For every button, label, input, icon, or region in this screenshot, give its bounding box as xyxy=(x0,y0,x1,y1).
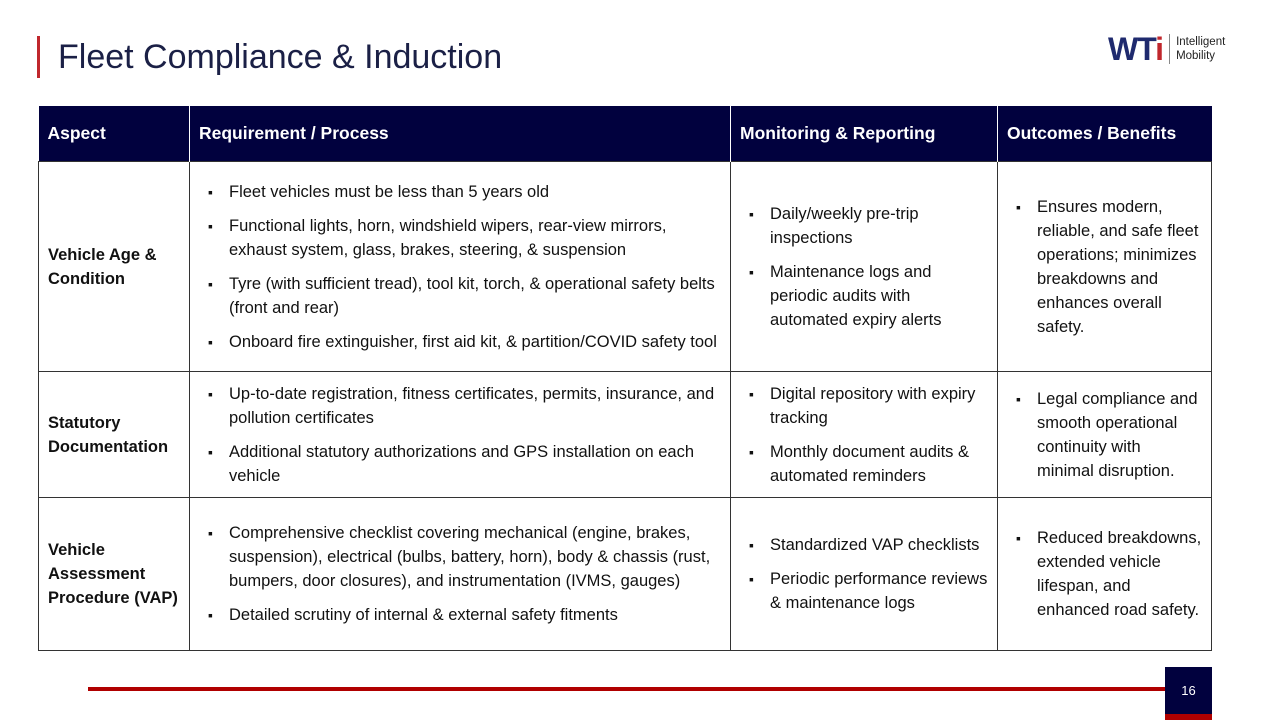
aspect-cell: Vehicle Assessment Procedure (VAP) xyxy=(39,498,190,651)
logo-divider xyxy=(1169,34,1170,64)
list-item: ▪ Functional lights, horn, windshield wipers, rear-view mirrors, exhaust system, glass, brakes, steering, & suspension xyxy=(199,214,721,262)
list-item: ▪ Tyre (with sufficient tread), tool kit, torch, & operational safety belts (front and rear) xyxy=(199,272,721,320)
table-row xyxy=(39,162,1212,372)
header-aspect: Aspect xyxy=(39,106,190,162)
footer-accent-line xyxy=(88,687,1166,691)
logo-mark xyxy=(1108,32,1163,66)
list-item: ▪ Detailed scrutiny of internal & external safety fitments xyxy=(199,603,721,627)
aspect-cell: Vehicle Age & Condition xyxy=(39,162,190,372)
company-logo xyxy=(1108,32,1225,66)
logo-mark-suffix: i xyxy=(1155,31,1164,67)
list-item: ▪ Onboard fire extinguisher, first aid kit, & partition/COVID safety tool xyxy=(199,330,721,354)
outcomes-cell xyxy=(998,162,1212,372)
list-item: ▪ Legal compliance and smooth operational continuity with minimal disruption. xyxy=(1007,387,1202,483)
list-item: ▪ Digital repository with expiry tracking xyxy=(740,382,988,430)
list-item: ▪ Daily/weekly pre-trip inspections xyxy=(740,202,988,250)
list-item: ▪ Ensures modern, reliable, and safe fleet operations; minimizes breakdowns and enhances overall safety. xyxy=(1007,195,1202,339)
header-requirement: Requirement / Process xyxy=(190,106,731,162)
list-item: ▪ Up-to-date registration, fitness certificates, permits, insurance, and pollution certificates xyxy=(199,382,721,430)
requirements-cell xyxy=(190,372,731,498)
list-item: ▪ Periodic performance reviews & maintenance logs xyxy=(740,567,988,615)
outcomes-cell xyxy=(998,372,1212,498)
list-item: ▪ Monthly document audits & automated reminders xyxy=(740,440,988,488)
logo-tagline-line2: Mobility xyxy=(1176,50,1216,62)
title-accent-bar xyxy=(37,36,40,78)
header-outcomes: Outcomes / Benefits xyxy=(998,106,1212,162)
monitoring-cell xyxy=(731,498,998,651)
list-item: ▪ Standardized VAP checklists xyxy=(740,533,988,557)
requirements-cell xyxy=(190,498,731,651)
logo-mark-prefix: WT xyxy=(1108,31,1156,67)
list-item: ▪ Comprehensive checklist covering mechanical (engine, brakes, suspension), electrical (bulbs, battery, horn), body & chassis (rust, bumpers, door closures), and instrumentation (IVMS, gauges) xyxy=(199,521,721,593)
table-row xyxy=(39,498,1212,651)
monitoring-cell xyxy=(731,162,998,372)
page-title: Fleet Compliance & Induction xyxy=(58,38,503,76)
list-item: ▪ Maintenance logs and periodic audits with automated expiry alerts xyxy=(740,260,988,332)
table-header-row xyxy=(39,106,1212,162)
page-number-underline xyxy=(1165,714,1212,720)
table-row xyxy=(39,372,1212,498)
list-item: ▪ Reduced breakdowns, extended vehicle lifespan, and enhanced road safety. xyxy=(1007,526,1202,622)
page-number: 16 xyxy=(1165,667,1212,714)
monitoring-cell xyxy=(731,372,998,498)
compliance-table xyxy=(38,106,1212,651)
outcomes-cell xyxy=(998,498,1212,651)
header-monitoring: Monitoring & Reporting xyxy=(731,106,998,162)
aspect-cell: Statutory Documentation xyxy=(39,372,190,498)
list-item: ▪ Additional statutory authorizations and GPS installation on each vehicle xyxy=(199,440,721,488)
logo-tagline-line1: Intelligent xyxy=(1176,36,1226,48)
requirements-cell xyxy=(190,162,731,372)
logo-tagline xyxy=(1176,35,1225,63)
list-item: ▪ Fleet vehicles must be less than 5 years old xyxy=(199,180,721,204)
